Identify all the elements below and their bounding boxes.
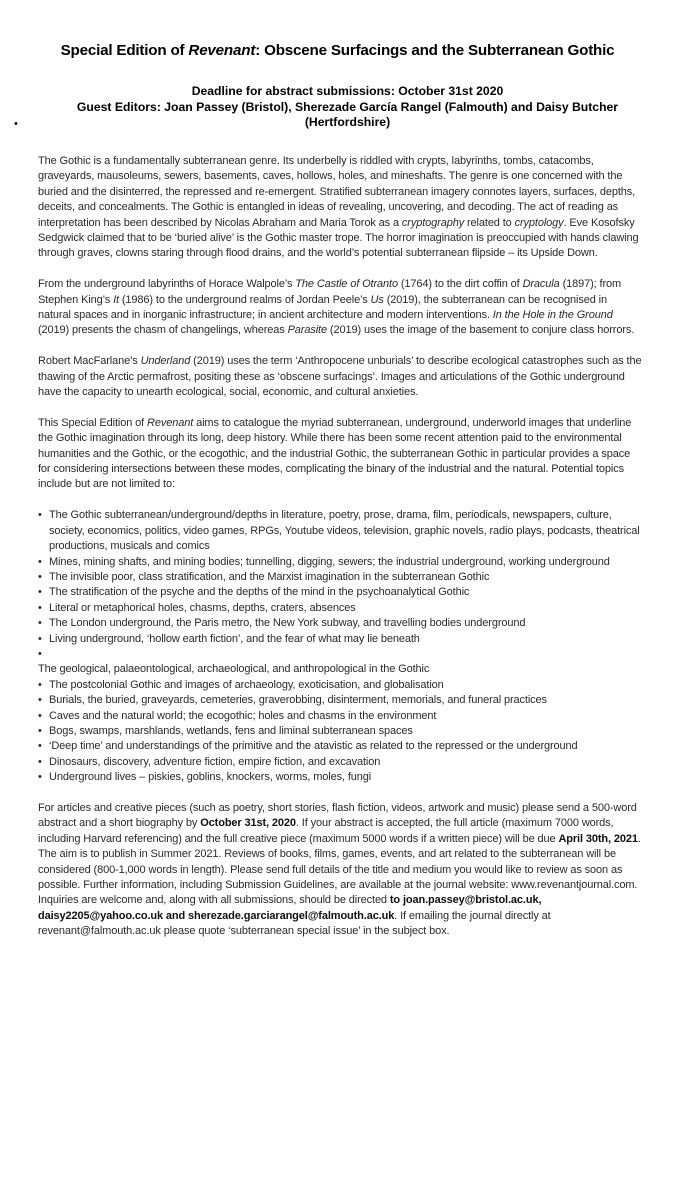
- italic-term: cryptology: [514, 216, 564, 229]
- italic-title: In the Hole in the Ground: [492, 309, 613, 322]
- text-run: . If your abstract is accepted, the full article (maximum 7000 words, including Harvard referencing) and the full creative piece (maximum 5000 words if a written piece) will be due: [38, 817, 614, 845]
- document-body: [38, 154, 642, 955]
- text-run: (1897); from Stephen King’s: [38, 278, 622, 306]
- document-title: [20, 42, 655, 59]
- stray-bullet: •: [14, 118, 18, 130]
- guest-editors-line: Guest Editors: Joan Passey (Bristol), Sherezade García Rangel (Falmouth) and Daisy Butcher (Hertfordshire): [76, 99, 619, 130]
- text-run: (1986) to the underground realms of Jordan Peele’s: [118, 293, 371, 306]
- deadline-line: Deadline for abstract submissions: October 31st 2020: [191, 84, 504, 98]
- topic-item: • Underground lives – piskies, goblins, knockers, worms, moles, fungi: [38, 770, 642, 785]
- paragraph-examples: [38, 277, 642, 339]
- topic-item: • ‘Deep time’ and understandings of the primitive and the atavistic as related to the repressed or the underground: [38, 739, 642, 754]
- topic-item-empty: [38, 647, 642, 662]
- text-run: Robert MacFarlane’s: [38, 355, 141, 368]
- italic-title: Dracula: [522, 278, 560, 291]
- topic-item: • Caves and the natural world; the ecogothic; holes and chasms in the environment: [38, 709, 642, 724]
- abstract-deadline: October 31st, 2020: [200, 817, 296, 830]
- topic-item: • The London underground, the Paris metro, the New York subway, and travelling bodies underground: [38, 616, 642, 631]
- topic-item: • Living underground, ‘hollow earth fiction’, and the fear of what may lie beneath: [38, 632, 642, 647]
- text-run: (2019), the subterranean can be recognised in natural spaces and in inorganic infrastructure; in ancient architecture and modern interventions.: [38, 293, 607, 322]
- paragraph-intro: [38, 154, 642, 262]
- italic-title: The Castle of Otranto: [295, 278, 398, 291]
- contact-emails: to joan.passey@bristol.ac.uk, daisy2205@yahoo.co.uk and sherezade.garciarangel@falmouth.ac.uk: [38, 894, 542, 922]
- paragraph-aims: [38, 416, 642, 493]
- topic-item: • Dinosaurs, discovery, adventure fiction, empire fiction, and excavation: [38, 755, 642, 770]
- text-run: (2019) uses the image of the basement to conjure class horrors.: [327, 324, 635, 337]
- paragraph-submission-details: [38, 801, 642, 940]
- text-run: . If emailing the journal directly at revenant@falmouth.ac.uk please quote ‘subterranean special issue’ in the subject box.: [38, 909, 551, 938]
- article-deadline: April 30th, 2021: [558, 832, 638, 845]
- italic-title: Revenant: [147, 416, 194, 429]
- submission-header: [60, 84, 635, 131]
- italic-title: It: [113, 293, 119, 306]
- topic-item: • The invisible poor, class stratification, and the Marxist imagination in the subterranean Gothic: [38, 570, 642, 585]
- italic-title: Us: [370, 293, 384, 306]
- topic-item: • The Gothic subterranean/underground/depths in literature, poetry, prose, drama, film, periodicals, newspapers, culture, society, economics, politics, video games, RPGs, Youtube videos, television, graphic novels, radio plays, podcasts, theatrical productions, musicals and comics: [38, 508, 642, 554]
- topic-item: • Mines, mining shafts, and mining bodies; tunnelling, digging, sewers; the industrial underground, working underground: [38, 555, 642, 570]
- text-run: (1764) to the dirt coffin of: [397, 278, 523, 291]
- topic-item: • Burials, the buried, graveyards, cemeteries, graverobbing, disinterment, memorials, and funeral practices: [38, 693, 642, 708]
- topic-item: • Bogs, swamps, marshlands, wetlands, fens and liminal subterranean spaces: [38, 724, 642, 739]
- topic-plain-line: The geological, palaeontological, archaeological, and anthropological in the Gothic: [38, 663, 430, 676]
- italic-title: Parasite: [287, 324, 327, 337]
- text-run: (2019) presents the chasm of changelings, whereas: [38, 324, 288, 337]
- italic-title: Underland: [140, 355, 191, 368]
- italic-term: cryptography: [401, 216, 465, 229]
- topics-list-a: [38, 508, 642, 662]
- text-run: The Gothic is a fundamentally subterranean genre. Its underbelly is riddled with crypts, labyrinths, tombs, catacombs, graveyards, mausoleums, sewers, basements, caves, hollows, holes, and mineshafts. The genre is one concerned with the buried and the disinterred, the repressed and re-emergent. Stratified subterranean imagery connotes layers, surfaces, depths, deceits, and concealments. The Gothic is entangled in ideas of revealing, uncovering, and decoding. The act of reading as interpretation has been described by Nicolas Abraham and Maria Torok as a: [38, 155, 636, 229]
- topics-list-b: [38, 678, 642, 786]
- text-run: related to: [464, 216, 515, 229]
- topics-list: [38, 508, 642, 785]
- text-run: (2019) uses the term ‘Anthropocene unburials’ to describe ecological catastrophes such as the thawing of the Arctic permafrost, positing these as ‘obscene surfacings’. Images and articulations of the Gothic underground have the capacity to unearth ecological, social, economic, and cultural anxieties.: [38, 355, 642, 399]
- topic-item: • Literal or metaphorical holes, chasms, depths, craters, absences: [38, 601, 642, 616]
- text-run: For articles and creative pieces (such as poetry, short stories, flash fiction, videos, artwork and music) please send a 500-word abstract and a short biography by: [38, 801, 637, 830]
- text-run: . The aim is to publish in Summer 2021. Reviews of books, films, games, events, and art related to the subterranean will be considered (800-1,000 words in length). Please send full details of the title and medium you would like to review as soon as possible. Further information, including Submission Guidelines, are available at the journal website: www.revenantjournal.com. Inquiries are welcome and, along with all submissions, should be directed: [38, 832, 641, 907]
- paragraph-underland: [38, 354, 642, 400]
- title-suffix: : Obscene Surfacings and the Subterranean Gothic: [255, 42, 615, 59]
- text-run: aims to catalogue the myriad subterranean, underground, underworld images that underline the Gothic imagination through its long, deep history. While there has been some recent attention paid to the environmental humanities and the Gothic, or the ecogothic, and the industrial Gothic, the subterranean Gothic in particular provides a space for considering intersections between these modes, complicating the binary of the industrial and the natural. Potential topics include but are not limited to:: [38, 416, 632, 491]
- topic-item: • The postcolonial Gothic and images of archaeology, exoticisation, and globalisation: [38, 678, 642, 693]
- text-run: This Special Edition of: [38, 416, 148, 429]
- title-journal-name: Revenant: [188, 42, 256, 59]
- title-prefix: Special Edition of: [60, 42, 189, 59]
- topic-item: • The stratification of the psyche and the depths of the mind in the psychoanalytical Gothic: [38, 585, 642, 600]
- text-run: From the underground labyrinths of Horace Walpole’s: [38, 278, 296, 291]
- text-run: . Eve Kosofsky Sedgwick claimed that to be ‘buried alive’ is the Gothic master trope. The horror imagination is preoccupied with hands clawing through graves, clowns staring through flood drains, and the world’s potential subterranean flipside – its Upside Down.: [38, 216, 639, 260]
